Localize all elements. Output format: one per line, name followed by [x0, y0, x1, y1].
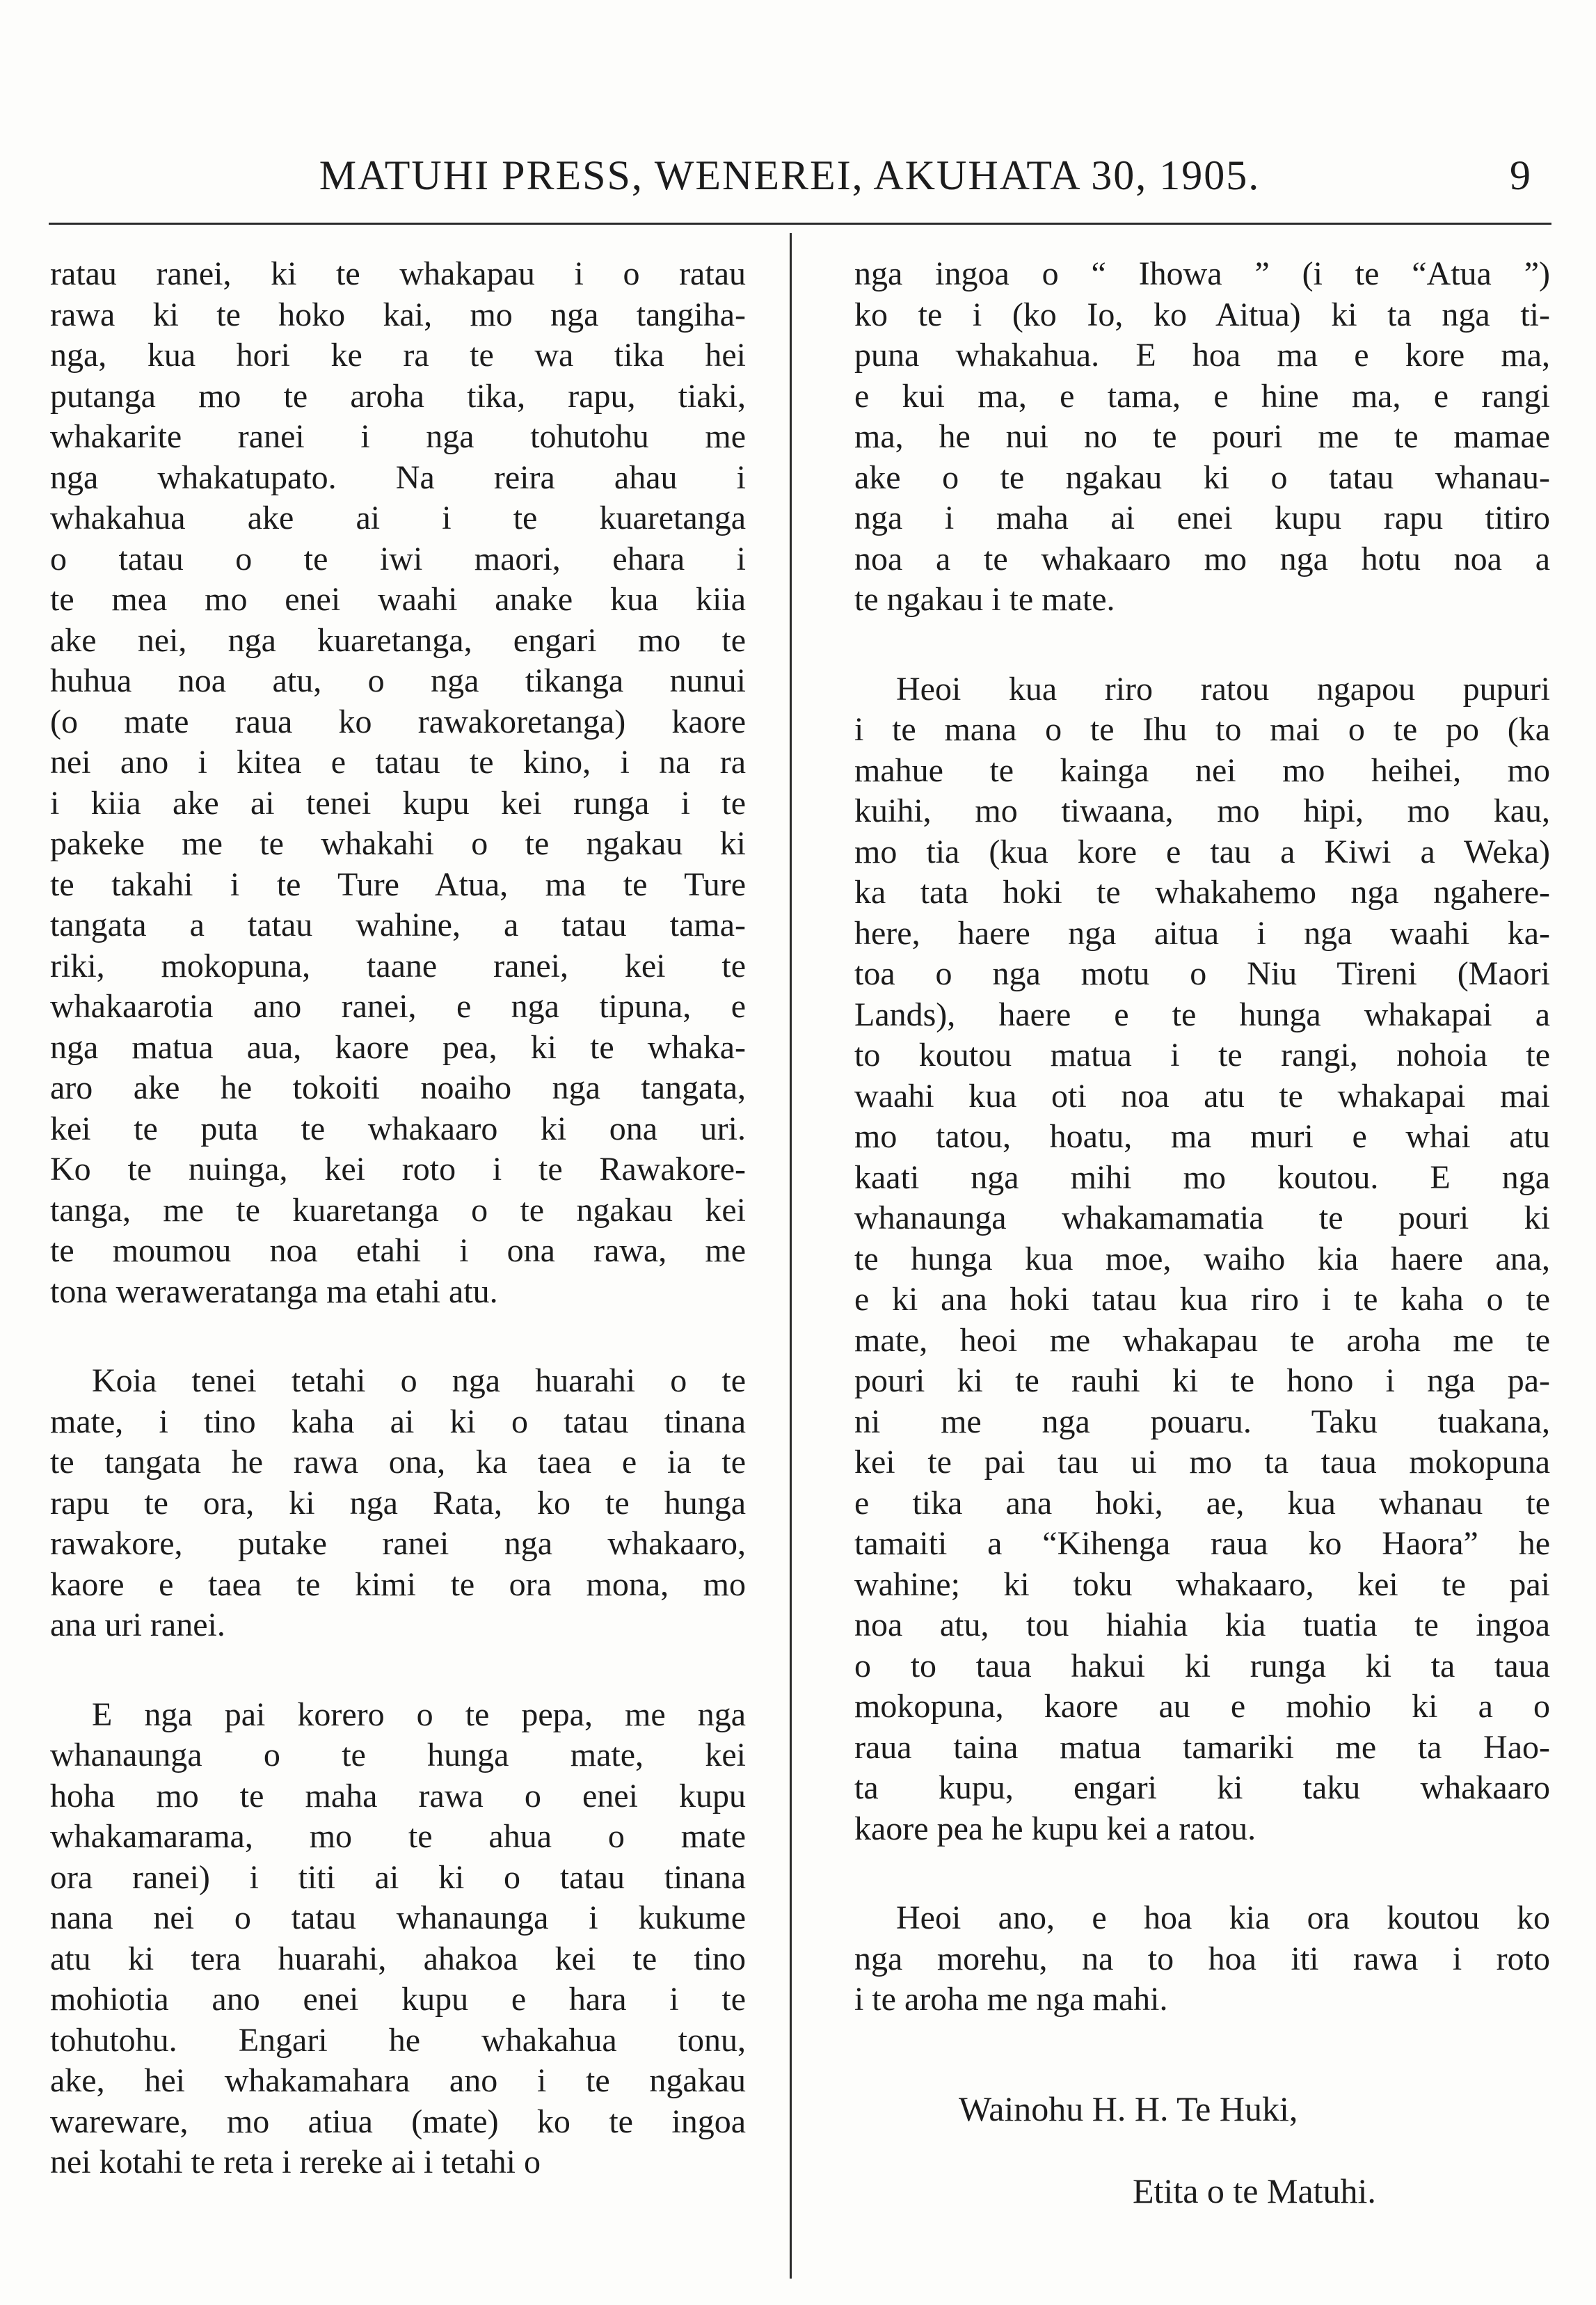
masthead-title: MATUHI PRESS, WENEREI, AKUHATA 30, 1905. [319, 152, 1261, 198]
text-line: te mea mo enei waahi anake kua kiia [50, 581, 746, 618]
text-line: puna whakahua. E hoa ma e kore ma, [854, 337, 1550, 374]
text-line: mo tia (kua kore e tau a Kiwi a Weka) [854, 833, 1550, 870]
text-line: riki, mokopuna, taane ranei, kei te [50, 947, 746, 984]
text-line: mokopuna, kaore au e mohio ki a o [854, 1688, 1550, 1725]
text-line: nga, kua hori ke ra te wa tika hei [50, 337, 746, 374]
right-paragraph-2 [854, 669, 1550, 1850]
text-line: waahi kua oti noa atu te whakapai mai [854, 1077, 1550, 1115]
text-line: noa atu, tou hiahia kia tuatia te ingoa [854, 1606, 1550, 1643]
page-header [49, 152, 1531, 200]
text-line: mate, i tino kaha ai ki o tatau tinana [50, 1403, 746, 1440]
left-column [50, 254, 746, 2232]
text-line: rapu te ora, ki nga Rata, ko te hunga [50, 1484, 746, 1522]
text-line: Lands), haere e te hunga whakapai a [854, 996, 1550, 1033]
text-line: e kui ma, e tama, e hine ma, e rangi [854, 377, 1550, 415]
text-line: i te mana o te Ihu to mai o te po (ka [854, 711, 1550, 748]
text-line: nei kotahi te reta i rereke ai i tetahi o [50, 2144, 541, 2180]
text-line: nga morehu, na to hoa iti rawa i roto [854, 1940, 1550, 1977]
text-line: hoha mo te maha rawa o enei kupu [50, 1777, 746, 1815]
text-line: ma, he nui no te pouri me te mamae [854, 418, 1550, 455]
text-line: tanga, me te kuaretanga o te ngakau kei [50, 1191, 746, 1229]
text-line: kuihi, mo tiwaana, mo hipi, mo kau, [854, 792, 1550, 829]
text-line: Heoi ano, e hoa kia ora koutou ko [896, 1899, 1550, 1936]
text-line: nga matua aua, kaore pea, ki te whaka- [50, 1028, 746, 1066]
text-line: e ki ana hoki tatau kua riro i te kaha o te [854, 1281, 1550, 1318]
text-line: e tika ana hoki, ae, kua whanau te [854, 1484, 1550, 1522]
header-rule [49, 223, 1551, 225]
text-line: wareware, mo atiua (mate) ko te ingoa [50, 2103, 746, 2140]
text-line: Koia tenei tetahi o nga huarahi o te [92, 1362, 746, 1399]
text-line: tona weraweratanga ma etahi atu. [50, 1273, 498, 1310]
text-line: ake o te ngakau ki o tatau whanau- [854, 458, 1550, 496]
text-line: kaati nga mihi mo koutou. E nga [854, 1158, 1550, 1196]
left-paragraph-1 [50, 254, 746, 1312]
text-line: ora ranei) i titi ai ki o tatau tinana [50, 1858, 746, 1896]
text-line: pakeke me te whakahi o te ngakau ki [50, 825, 746, 862]
text-line: rawa ki te hoko kai, mo nga tangiha- [50, 296, 746, 333]
text-line: ana uri ranei. [50, 1606, 225, 1643]
text-line: whakarite ranei i nga tohutohu me [50, 418, 746, 455]
text-line: o tatau o te iwi maori, ehara i [50, 540, 746, 577]
text-line: putanga mo te aroha tika, rapu, tiaki, [50, 377, 746, 415]
text-line: ake nei, nga kuaretanga, engari mo te [50, 621, 746, 659]
text-line: rawakore, putake ranei nga whakaaro, [50, 1525, 746, 1562]
text-line: ko te i (ko Io, ko Aitua) ki ta nga ti- [854, 296, 1550, 333]
text-line: ta kupu, engari ki taku whakaaro [854, 1769, 1550, 1806]
right-paragraph-1 [854, 254, 1550, 621]
text-line: te takahi i te Ture Atua, ma te Ture [50, 866, 746, 903]
text-line: atu ki tera huarahi, ahakoa kei te tino [50, 1940, 746, 1977]
text-line: nei ano i kitea e tatau te kino, i na ra [50, 744, 746, 781]
text-line: te moumou noa etahi i ona rawa, me [50, 1232, 746, 1269]
text-line: Ko te nuinga, kei roto i te Rawakore- [50, 1151, 746, 1188]
text-line: tamaiti a “Kihenga raua ko Haora” he [854, 1525, 1550, 1562]
text-line: E nga pai korero o te pepa, me nga [92, 1696, 746, 1733]
text-line: ka tata hoki te whakahemo nga ngahere- [854, 874, 1550, 911]
left-paragraph-2 [50, 1361, 746, 1646]
left-paragraph-3 [50, 1695, 746, 2183]
column-divider [790, 233, 792, 2279]
text-line: whakahua ake ai i te kuaretanga [50, 500, 746, 536]
text-line: mohiotia ano enei kupu e hara i te [50, 1981, 746, 2018]
signature-title: Etita o te Matuhi. [1133, 2171, 1376, 2210]
text-line: i te aroha me nga mahi. [854, 1981, 1168, 2018]
text-line: whanaunga o te hunga mate, kei [50, 1737, 746, 1773]
text-line: o to taua hakui ki runga ki ta taua [854, 1647, 1550, 1684]
text-line: Heoi kua riro ratou ngapou pupuri [896, 670, 1550, 708]
text-line: here, haere nga aitua i nga waahi ka- [854, 914, 1550, 952]
text-line: toa o nga motu o Niu Tireni (Maori [854, 955, 1550, 992]
text-line: kaore pea he kupu kei a ratou. [854, 1810, 1256, 1847]
right-paragraph-3 [854, 1898, 1550, 2020]
text-line: wahine; ki toku whakaaro, kei te pai [854, 1565, 1550, 1603]
text-line: nana nei o tatau whanaunga i kukume [50, 1899, 746, 1936]
text-line: ratau ranei, ki te whakapau i o ratau [50, 255, 746, 292]
page-number: 9 [1510, 152, 1531, 198]
text-line: huhua noa atu, o nga tikanga nunui [50, 662, 746, 699]
text-line: nga i maha ai enei kupu rapu titiro [854, 500, 1550, 536]
text-line: raua taina matua tamariki me ta Hao- [854, 1728, 1550, 1766]
text-line: nga whakatupato. Na reira ahau i [50, 458, 746, 496]
text-line: kei te puta te whakaaro ki ona uri. [50, 1110, 746, 1147]
text-line: te ngakau i te mate. [854, 581, 1115, 618]
signature-name: Wainohu H. H. Te Huki, [959, 2089, 1298, 2128]
text-line: mate, heoi me whakapau te aroha me te [854, 1321, 1550, 1359]
text-line: te hunga kua moe, waiho kia haere ana, [854, 1240, 1550, 1277]
text-line: tohutohu. Engari he whakahua tonu, [50, 2021, 746, 2059]
text-line: te tangata he rawa ona, ka taea e ia te [50, 1444, 746, 1481]
text-line: mo tatou, hoatu, ma muri e whai atu [854, 1118, 1550, 1155]
text-line: kei te pai tau ui mo ta taua mokopuna [854, 1444, 1550, 1481]
text-line: pouri ki te rauhi ki te hono i nga pa- [854, 1362, 1550, 1399]
text-line: ni me nga pouaru. Taku tuakana, [854, 1403, 1550, 1440]
text-line: kaore e taea te kimi te ora mona, mo [50, 1565, 746, 1603]
text-line: mahue te kainga nei mo heihei, mo [854, 751, 1550, 789]
text-line: ake, hei whakamahara ano i te ngakau [50, 2062, 746, 2099]
text-line: whakaarotia ano ranei, e nga tipuna, e [50, 988, 746, 1025]
text-line: tangata a tatau wahine, a tatau tama- [50, 907, 746, 943]
text-line: aro ake he tokoiti noaiho nga tangata, [50, 1069, 746, 1106]
right-column [854, 254, 1550, 2069]
text-line: whanaunga whakamamatia te pouri ki [854, 1199, 1550, 1236]
text-line: to koutou matua i te rangi, nohoia te [854, 1037, 1550, 1074]
text-line: noa a te whakaaro mo nga hotu noa a [854, 540, 1550, 577]
text-line: i kiia ake ai tenei kupu kei runga i te [50, 784, 746, 822]
text-line: nga ingoa o “ Ihowa ” (i te “Atua ”) [854, 255, 1550, 292]
text-line: (o mate raua ko rawakoretanga) kaore [50, 703, 746, 740]
text-line: whakamarama, mo te ahua o mate [50, 1818, 746, 1855]
